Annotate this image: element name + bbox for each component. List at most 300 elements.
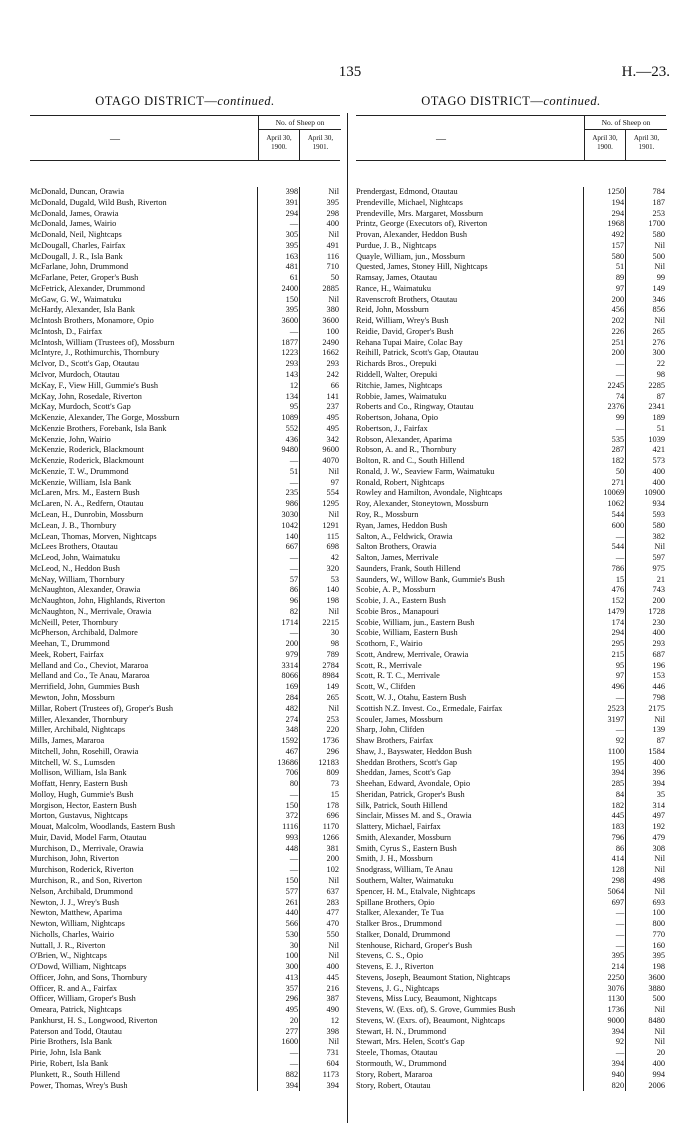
- owner-name: McIntyre, J., Rothimurchis, Thornbury: [30, 348, 160, 358]
- sheep-1901: 2285: [625, 381, 666, 392]
- sheep-1900: 96: [257, 596, 299, 607]
- sheep-1900: 143: [257, 370, 299, 381]
- table-row: [356, 1027, 666, 1038]
- table-row: [356, 596, 666, 607]
- sheep-1900: 169: [257, 682, 299, 693]
- table-row: [356, 898, 666, 909]
- owner-name: Morgison, Hector, Eastern Bush: [30, 800, 137, 810]
- table-row: [30, 639, 340, 650]
- owner-name: Mills, James, Mararoa: [30, 736, 105, 746]
- sheep-1901: 3600: [299, 316, 340, 327]
- owner-name: Murchison, Roderick, Riverton: [30, 865, 134, 875]
- owner-name: McDonald, James, Wairio: [30, 219, 117, 229]
- owner-name: McKenzie Brothers, Forebank, Isla Bank: [30, 423, 167, 433]
- owner-name: Salton, James, Merrivale: [356, 553, 439, 563]
- owner-name: Ronald, Robert, Nightcaps: [356, 477, 445, 487]
- owner-name: Scott, W. J., Otahu, Eastern Bush: [356, 692, 467, 702]
- table-row: [356, 1070, 666, 1081]
- sheep-1900: —: [257, 456, 299, 467]
- owner-name: Officer, John, and Sons, Thornbury: [30, 972, 148, 982]
- sheep-1901: 141: [299, 392, 340, 403]
- sheep-1900: 95: [583, 661, 625, 672]
- owner-name: Scottish N.Z. Invest. Co., Ermedale, Fairfax: [356, 703, 503, 713]
- owner-name: Officer, R. and A., Fairfax: [30, 983, 118, 993]
- sheep-1900: 174: [583, 618, 625, 629]
- table-row: [30, 607, 340, 618]
- owner-name: Steele, Thomas, Otautau: [356, 1048, 438, 1058]
- sheep-1901: 396: [625, 768, 666, 779]
- sheep-1900: 74: [583, 392, 625, 403]
- right-table-header: [356, 115, 666, 161]
- sheep-1900: —: [583, 424, 625, 435]
- owner-name: Morton, Gustavus, Nightcaps: [30, 811, 128, 821]
- table-row: [356, 1005, 666, 1016]
- owner-name: McFarlane, Peter, Groper's Bush: [30, 273, 139, 283]
- table-row: [356, 435, 666, 446]
- table-row: [356, 1081, 666, 1092]
- sheep-1901: 1700: [625, 219, 666, 230]
- owner-name: Pirie, John, Isla Bank: [30, 1048, 102, 1058]
- owner-name: Stalker Bros., Drummond: [356, 919, 442, 929]
- owner-name: Slattery, Michael, Fairfax: [356, 822, 441, 832]
- sheep-1900: 436: [257, 435, 299, 446]
- owner-name: Stevens, J. G., Nightcaps: [356, 983, 440, 993]
- owner-name: Prendeville, Michael, Nightcaps: [356, 197, 463, 207]
- sheep-1901: 554: [299, 488, 340, 499]
- sheep-1900: 200: [583, 295, 625, 306]
- table-row: [356, 316, 666, 327]
- sheep-1900: 1877: [257, 338, 299, 349]
- owner-name: Scobie, William, jun., Eastern Bush: [356, 617, 475, 627]
- owner-name: Meehan, T., Drummond: [30, 639, 110, 649]
- sheep-1901: 200: [625, 596, 666, 607]
- sheep-1900: 195: [583, 758, 625, 769]
- sheep-1900: 80: [257, 779, 299, 790]
- sheep-1900: 481: [257, 262, 299, 273]
- sheep-1900: —: [257, 790, 299, 801]
- owner-name: Scobie Bros., Manapouri: [356, 606, 439, 616]
- sheep-1900: 99: [583, 413, 625, 424]
- sheep-1901: 178: [299, 801, 340, 812]
- sheep-1900: 295: [583, 639, 625, 650]
- sheep-1901: 394: [299, 1081, 340, 1092]
- owner-name: Provan, Alexander, Heddon Bush: [356, 230, 467, 240]
- sheep-1900: 89: [583, 273, 625, 284]
- owner-name: Melland and Co., Cheviot, Mararoa: [30, 660, 149, 670]
- sheep-1901: 9600: [299, 445, 340, 456]
- sheep-1901: 320: [299, 564, 340, 575]
- sheep-1901: Nil: [299, 187, 340, 198]
- table-row: [356, 1048, 666, 1059]
- sheep-1901: 856: [625, 305, 666, 316]
- owner-name: Scothorn, F., Wairio: [356, 639, 423, 649]
- sheep-1901: 593: [625, 510, 666, 521]
- table-row: [30, 758, 340, 769]
- sheep-1900: 1250: [583, 187, 625, 198]
- table-row: [356, 951, 666, 962]
- sheep-1901: 604: [299, 1059, 340, 1070]
- sheep-1901: 8984: [299, 671, 340, 682]
- sheep-1901: 87: [625, 392, 666, 403]
- sheep-1900: 796: [583, 833, 625, 844]
- sheep-1900: —: [257, 865, 299, 876]
- owner-name: Shaw, J., Bayswater, Heddon Bush: [356, 746, 472, 756]
- sheep-1900: 293: [257, 359, 299, 370]
- col-1901-header: April 30, 1901.: [307, 134, 334, 151]
- owner-name: McKay, Murdoch, Scott's Gap: [30, 402, 131, 412]
- sheep-1900: 391: [257, 198, 299, 209]
- sheep-1901: 149: [299, 682, 340, 693]
- owner-name: Nuttall, J. R., Riverton: [30, 940, 106, 950]
- sheep-1900: 163: [257, 252, 299, 263]
- sheep-1900: 128: [583, 865, 625, 876]
- sheep-1901: 314: [625, 801, 666, 812]
- owner-name: Mewton, John, Mossburn: [30, 692, 115, 702]
- sheep-1900: —: [583, 553, 625, 564]
- sheep-1901: 731: [299, 1048, 340, 1059]
- table-row: [356, 844, 666, 855]
- owner-name: Shaw Brothers, Fairfax: [356, 736, 434, 746]
- sheep-1901: 490: [299, 1005, 340, 1016]
- sheep-1901: 139: [625, 725, 666, 736]
- owner-name: Smith, J. H., Mossburn: [356, 854, 433, 864]
- sheep-1900: 100: [257, 951, 299, 962]
- owner-name: Reid, William, Wrey's Bush: [356, 316, 449, 326]
- owner-name: Paterson and Todd, Otautau: [30, 1026, 122, 1036]
- sheep-1900: 496: [583, 682, 625, 693]
- table-row: [356, 962, 666, 973]
- sheep-1901: 395: [299, 198, 340, 209]
- table-row: [356, 628, 666, 639]
- table-row: [30, 747, 340, 758]
- sheep-1900: —: [257, 553, 299, 564]
- owner-name: Scott, W., Clifden: [356, 682, 416, 692]
- sheep-1901: 100: [299, 327, 340, 338]
- sheep-1900: 92: [583, 736, 625, 747]
- sheep-1901: 3880: [625, 984, 666, 995]
- owner-name: Scobie, J. A., Eastern Bush: [356, 596, 446, 606]
- sheep-1901: 382: [625, 532, 666, 543]
- owner-name: Stevens, C. S., Opio: [356, 951, 424, 961]
- table-row: [356, 693, 666, 704]
- table-row: [356, 779, 666, 790]
- table-row: [30, 424, 340, 435]
- sheep-1901: 21: [625, 575, 666, 586]
- sheep-1900: 92: [583, 1037, 625, 1048]
- sheep-1901: 50: [299, 273, 340, 284]
- sheep-1901: 498: [625, 876, 666, 887]
- sheep-1901: 800: [625, 919, 666, 930]
- table-row: [356, 521, 666, 532]
- table-row: [30, 499, 340, 510]
- sheep-1900: 2250: [583, 973, 625, 984]
- sheep-1901: 20: [625, 1048, 666, 1059]
- owner-name: Ritchie, James, Nightcaps: [356, 380, 443, 390]
- sheep-1900: 482: [257, 704, 299, 715]
- table-row: [30, 898, 340, 909]
- sheep-1900: 530: [257, 930, 299, 941]
- sheep-1900: 235: [257, 488, 299, 499]
- owner-name: McDonald, Neil, Nightcaps: [30, 230, 122, 240]
- sheep-1900: 50: [583, 467, 625, 478]
- table-row: [356, 833, 666, 844]
- table-row: [30, 865, 340, 876]
- sheep-1901: 1173: [299, 1070, 340, 1081]
- table-row: [30, 435, 340, 446]
- sheep-1901: Nil: [299, 951, 340, 962]
- owner-name: Richards Bros., Orepuki: [356, 359, 437, 369]
- sheep-1900: 600: [583, 521, 625, 532]
- table-row: [356, 488, 666, 499]
- owner-name: McLean, J. B., Thornbury: [30, 520, 117, 530]
- sheep-1901: 580: [625, 230, 666, 241]
- owner-name: Stalker, Alexander, Te Tua: [356, 908, 444, 918]
- table-row: [356, 682, 666, 693]
- table-row: [356, 876, 666, 887]
- table-row: [30, 295, 340, 306]
- sheep-1900: 882: [257, 1070, 299, 1081]
- owner-name: Newton, J. J., Wrey's Bush: [30, 897, 120, 907]
- sheep-1901: 237: [299, 402, 340, 413]
- sheep-1901: Nil: [625, 316, 666, 327]
- owner-name: Stewart, H. N., Drummond: [356, 1026, 447, 1036]
- sheep-1900: 544: [583, 510, 625, 521]
- sheep-1900: 1223: [257, 348, 299, 359]
- owner-name: Millar, Robert (Trustees of), Groper's Bush: [30, 703, 174, 713]
- owner-name: McKenzie, Roderick, Blackmount: [30, 456, 144, 466]
- owner-name: Roberts and Co., Ringway, Otautau: [356, 402, 474, 412]
- sheep-1900: —: [583, 1048, 625, 1059]
- owner-name: McLees Brothers, Otautau: [30, 542, 118, 552]
- right-column-title: OTAGO DISTRICT—continued.: [421, 94, 601, 108]
- sheep-1901: 12183: [299, 758, 340, 769]
- sheep-1900: 294: [583, 628, 625, 639]
- table-row: [356, 768, 666, 779]
- sheep-1901: 770: [625, 930, 666, 941]
- table-row: [356, 402, 666, 413]
- sheep-1901: Nil: [299, 295, 340, 306]
- sheep-1900: 271: [583, 478, 625, 489]
- owner-name: O'Dowd, William, Nightcaps: [30, 962, 127, 972]
- owner-name: McKenzie, William, Isla Bank: [30, 477, 132, 487]
- owner-name: McGaw, G. W., Waimatuku: [30, 294, 122, 304]
- sheep-1901: 1728: [625, 607, 666, 618]
- owner-name: McIntosh, D., Fairfax: [30, 326, 103, 336]
- sheep-1901: 30: [299, 628, 340, 639]
- sheep-1901: 2215: [299, 618, 340, 629]
- owner-name: Scouler, James, Mossburn: [356, 714, 443, 724]
- sheep-1900: 395: [583, 951, 625, 962]
- table-row: [356, 219, 666, 230]
- sheep-1901: 1266: [299, 833, 340, 844]
- owner-name: Salton, A., Feldwick, Orawia: [356, 531, 453, 541]
- owner-name: McKay, F., View Hill, Gummie's Bush: [30, 380, 159, 390]
- sheep-1901: 400: [625, 1059, 666, 1070]
- sheep-1901: 98: [299, 639, 340, 650]
- table-row: [30, 650, 340, 661]
- sheep-1901: Nil: [299, 607, 340, 618]
- sheep-1901: 573: [625, 456, 666, 467]
- owner-name: McLeod, N., Heddon Bush: [30, 563, 120, 573]
- sheep-1901: Nil: [625, 241, 666, 252]
- owner-name: McLeod, John, Waimatuku: [30, 553, 120, 563]
- owner-name: Power, Thomas, Wrey's Bush: [30, 1080, 128, 1090]
- sheep-1900: 445: [583, 811, 625, 822]
- sheep-1901: Nil: [299, 510, 340, 521]
- sheep-1901: 2175: [625, 704, 666, 715]
- sheep-1900: 1736: [583, 1005, 625, 1016]
- table-row: [356, 273, 666, 284]
- table-row: [30, 585, 340, 596]
- left-table-body: [30, 187, 340, 1091]
- table-row: [30, 951, 340, 962]
- sheep-1900: 357: [257, 984, 299, 995]
- sheep-1901: 35: [625, 790, 666, 801]
- owner-name: Bolton, R. and C., South Hillend: [356, 456, 465, 466]
- sheep-1901: 346: [625, 295, 666, 306]
- sheep-1900: —: [583, 370, 625, 381]
- owner-name: McKay, John, Rosedale, Riverton: [30, 391, 142, 401]
- owner-name: Ravenscroft Brothers, Otautau: [356, 294, 458, 304]
- owner-name: McNay, William, Thornbury: [30, 574, 125, 584]
- sheep-1901: 100: [625, 908, 666, 919]
- sheep-1900: 30: [257, 941, 299, 952]
- sheep-1900: 84: [583, 790, 625, 801]
- sheep-1900: 467: [257, 747, 299, 758]
- owner-name: Sinclair, Misses M. and S., Orawia: [356, 811, 472, 821]
- sheep-1900: 2245: [583, 381, 625, 392]
- table-row: [30, 402, 340, 413]
- table-row: [356, 413, 666, 424]
- table-row: [356, 919, 666, 930]
- sheep-1900: 2400: [257, 284, 299, 295]
- sheep-1900: —: [583, 725, 625, 736]
- sheep-1901: 421: [625, 445, 666, 456]
- sheep-1900: 157: [583, 241, 625, 252]
- owner-name: Prendeville, Mrs. Margaret, Mossburn: [356, 208, 484, 218]
- owner-name: O'Brien, W., Nightcaps: [30, 951, 107, 961]
- sheep-1901: 187: [625, 198, 666, 209]
- sheep-1901: 975: [625, 564, 666, 575]
- table-row: [30, 262, 340, 273]
- sheep-1901: 687: [625, 650, 666, 661]
- sheep-1901: 809: [299, 768, 340, 779]
- table-row: [356, 661, 666, 672]
- sheep-1900: 979: [257, 650, 299, 661]
- owner-name: Quested, James, Stoney Hill, Nightcaps: [356, 262, 488, 272]
- owner-name: Murchison, D., Merrivale, Orawia: [30, 843, 144, 853]
- sheep-1900: —: [257, 564, 299, 575]
- table-row: [356, 327, 666, 338]
- table-row: [356, 445, 666, 456]
- owner-name: Miller, Alexander, Thornbury: [30, 714, 128, 724]
- owner-name: McDonald, James, Orawia: [30, 208, 119, 218]
- sheep-1900: 1130: [583, 994, 625, 1005]
- table-row: [356, 230, 666, 241]
- table-row: [30, 704, 340, 715]
- owner-name: Stormouth, W., Drummond: [356, 1059, 447, 1069]
- owner-name: Smith, Cyrus S., Eastern Bush: [356, 843, 457, 853]
- sheep-1900: 97: [583, 284, 625, 295]
- sheep-1900: —: [583, 930, 625, 941]
- table-row: [30, 844, 340, 855]
- owner-name: Spillane Brothers, Opio: [356, 897, 435, 907]
- sheep-1901: 216: [299, 984, 340, 995]
- owner-name: Nicholls, Charles, Wairio: [30, 929, 114, 939]
- table-row: [30, 628, 340, 639]
- table-row: [30, 941, 340, 952]
- owner-name: McIvor, D., Scott's Gap, Otautau: [30, 359, 140, 369]
- table-row: [30, 381, 340, 392]
- table-row: [30, 671, 340, 682]
- sheep-1901: 116: [299, 252, 340, 263]
- sheep-1901: 446: [625, 682, 666, 693]
- sheep-1900: —: [257, 628, 299, 639]
- sheep-1901: 87: [625, 736, 666, 747]
- sheep-1900: 3197: [583, 715, 625, 726]
- sheep-1900: 1968: [583, 219, 625, 230]
- sheep-1901: 1736: [299, 736, 340, 747]
- table-row: [356, 930, 666, 941]
- owner-name: Muir, David, Model Farm, Otautau: [30, 832, 147, 842]
- table-row: [30, 327, 340, 338]
- table-row: [30, 542, 340, 553]
- sheep-1901: 1291: [299, 521, 340, 532]
- table-row: [30, 876, 340, 887]
- sheep-1900: 10069: [583, 488, 625, 499]
- table-row: [356, 607, 666, 618]
- sheep-1900: —: [583, 941, 625, 952]
- sheep-1900: 86: [583, 844, 625, 855]
- table-row: [356, 854, 666, 865]
- sheep-1900: 296: [257, 994, 299, 1005]
- sheep-1900: 1600: [257, 1037, 299, 1048]
- owner-name: Merrifield, John, Gummies Bush: [30, 682, 140, 692]
- table-row: [30, 273, 340, 284]
- sheep-1901: Nil: [299, 467, 340, 478]
- table-row: [30, 715, 340, 726]
- sheep-1900: 2376: [583, 402, 625, 413]
- owner-name: Sheehan, Edward, Avondale, Opio: [356, 779, 471, 789]
- sheep-1900: 697: [583, 898, 625, 909]
- sheep-1901: 597: [625, 553, 666, 564]
- table-row: [356, 1016, 666, 1027]
- table-row: [356, 370, 666, 381]
- col-1900-header: April 30, 1900.: [585, 130, 626, 160]
- owner-name: Rance, H., Waimatuku: [356, 283, 431, 293]
- sheep-1900: 226: [583, 327, 625, 338]
- table-row: [30, 338, 340, 349]
- col-1901-header: April 30, 1901.: [633, 134, 660, 151]
- owner-name: Stenhouse, Richard, Groper's Bush: [356, 940, 473, 950]
- sheep-1900: —: [257, 478, 299, 489]
- owner-name: McDonald, Dugald, Wild Bush, Riverton: [30, 197, 167, 207]
- table-row: [30, 596, 340, 607]
- table-row: [356, 542, 666, 553]
- table-row: [356, 801, 666, 812]
- sheep-1900: 440: [257, 908, 299, 919]
- sheep-1901: 798: [625, 693, 666, 704]
- sheep-1901: 2885: [299, 284, 340, 295]
- sheep-1900: 535: [583, 435, 625, 446]
- table-row: [356, 359, 666, 370]
- sheep-1900: 398: [257, 187, 299, 198]
- sheep-1901: 308: [625, 844, 666, 855]
- sheep-1900: 214: [583, 962, 625, 973]
- sheep-1901: 97: [299, 478, 340, 489]
- sheep-1900: 414: [583, 854, 625, 865]
- sheep-1901: 693: [625, 898, 666, 909]
